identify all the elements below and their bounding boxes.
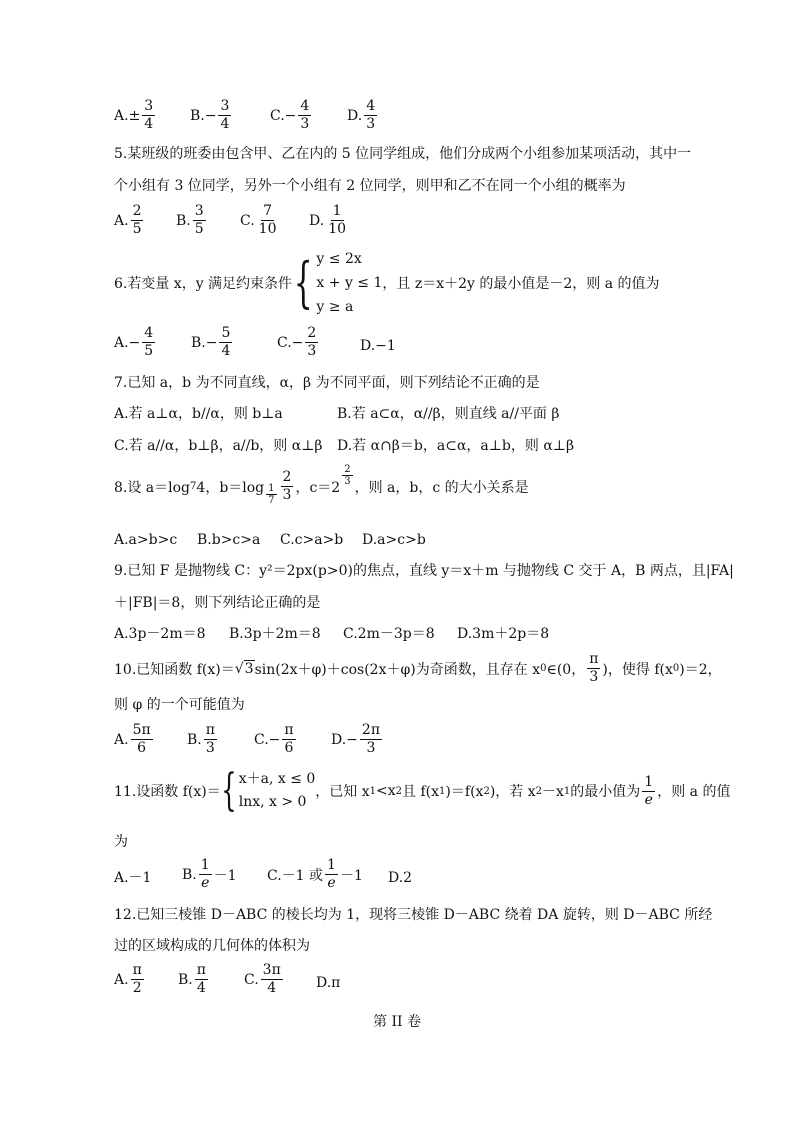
q6-stem: 6.若变量 x，y 满足约束条件 { y ≤ 2x x + y ≤ 1 y ≥ a ，且 z＝x＋2y 的最小值是－2，则 a 的值为 <box>114 247 660 319</box>
section-title: 第 II 卷 <box>373 1014 421 1030</box>
q9-stem-line2: ＋|FB|＝8，则下列结论正确的是 <box>114 595 321 611</box>
q10-option-b: B. $\frac{\pi}{3}$ <box>187 722 215 756</box>
q7-option-b: B.若 a⊂α，α//β，则直线 a//平面 β <box>337 406 560 422</box>
q6-option-b: B.− $\frac{5}{4}$ <box>191 325 231 359</box>
q11-option-c: C.－1 或 $\frac{1}{e}$ －1 <box>267 857 363 891</box>
q9-option-b: B.3p＋2m＝8 <box>229 626 321 642</box>
q9-option-d: D.3m＋2p＝8 <box>457 626 550 642</box>
q5-option-a: A. $\frac{2}{5}$ <box>114 203 142 237</box>
q7-stem: 7.已知 a，b 为不同直线，α，β 为不同平面，则下列结论不正确的是 <box>114 375 540 391</box>
q8-exponent: $\frac{2}{3}$ <box>344 464 351 487</box>
q8-option-b: B.b>c>a <box>197 532 261 548</box>
q10-stem-line1: 10.已知函数 f(x)＝ √3 sin(2x＋φ)＋cos(2x＋φ)为奇函数，且存在 x 0 ∈(0， $\frac{\pi}{3}$ )，使得 f(x 0 )＝2， <box>114 651 722 685</box>
q5-option-b: B. $\frac{3}{5}$ <box>176 203 204 237</box>
q10-option-d: D.− $\frac{2\pi}{3}$ <box>331 722 381 756</box>
q9-option-c: C.2m－3p＝8 <box>343 626 435 642</box>
q8-stem: 8.设 a＝log 7 4，b＝log $\frac{1}{7}$ $\frac{2}{3}$ ，c＝2 $\frac{2}{3}$ ，则 a，b，c 的大小关系是 <box>114 464 529 506</box>
q5-option-d: D. $\frac{1}{10}$ <box>309 203 347 237</box>
q11-stem-line1: 11.设函数 f(x)＝ { x＋a, x ≤ 0 lnx, x > 0 ，已知 x 1 <x 2 且 f(x 1 )＝f(x 2 )，若 x 2 －x 1 的最小值为 $\frac{1}{e}$ ，则 a 的值 <box>114 765 731 816</box>
q12-option-d: D.π <box>316 975 341 991</box>
q8-option-c: C.c>a>b <box>280 532 344 548</box>
q12-stem-line1: 12.已知三棱锥 D－ABC 的棱长均为 1，现将三棱锥 D－ABC 绕着 DA 旋转，则 D－ABC 所经 <box>114 907 713 923</box>
q10-stem-line2: 则 φ 的一个可能值为 <box>114 697 245 713</box>
q6-option-d: D.−1 <box>360 338 396 354</box>
q11-piecewise: { x＋a, x ≤ 0 lnx, x > 0 <box>221 765 316 816</box>
q11-stem-line2: 为 <box>114 834 128 850</box>
q4-option-b: B.− $\frac{3}{4}$ <box>190 98 230 132</box>
q9-option-a: A.3p－2m＝8 <box>114 626 206 642</box>
q11-option-a: A.－1 <box>114 870 152 886</box>
q12-option-c: C. $\frac{3\pi}{4}$ <box>244 962 281 996</box>
q5-stem-line1: 5.某班级的班委由包含甲、乙在内的 5 位同学组成，他们分成两个小组参加某项活动，其中一 <box>114 146 692 162</box>
q7-option-a: A.若 a⊥α，b//α，则 b⊥a <box>114 406 283 422</box>
q11-option-d: D.2 <box>388 870 413 886</box>
q4-option-c: C.− $\frac{4}{3}$ <box>270 98 310 132</box>
q4-option-a: A. ± $\frac{3}{4}$ <box>114 98 154 132</box>
q8-log-base: $\frac{1}{7}$ <box>268 483 275 506</box>
q5-stem-line2: 个小组有 3 位同学，另外一个小组有 2 位同学，则甲和乙不在同一个小组的概率为 <box>114 178 626 194</box>
q10-option-c: C.− $\frac{\pi}{6}$ <box>254 722 294 756</box>
q11-option-b: B. $\frac{1}{e}$ －1 <box>182 857 237 891</box>
q7-option-d: D.若 α∩β＝b，a⊂α，a⊥b，则 α⊥β <box>337 438 575 454</box>
q6-constraint-system: { y ≤ 2x x + y ≤ 1 y ≥ a <box>293 251 383 315</box>
q6-option-c: C.− $\frac{2}{3}$ <box>277 325 317 359</box>
q4-option-d: D. $\frac{4}{3}$ <box>347 98 376 132</box>
q12-option-a: A. $\frac{\pi}{2}$ <box>114 962 142 996</box>
q12-option-b: B. $\frac{\pi}{4}$ <box>178 962 206 996</box>
q9-stem-line1: 9.已知 F 是抛物线 C：y²＝2px(p>0)的焦点，直线 y＝x＋m 与抛物线 C 交于 A，B 两点，且|FA| <box>114 563 734 579</box>
q12-stem-line2: 过的区域构成的几何体的体积为 <box>114 938 310 954</box>
q10-option-a: A. $\frac{5\pi}{6}$ <box>114 722 151 756</box>
q8-option-a: A.a>b>c <box>114 532 178 548</box>
q8-option-d: D.a>c>b <box>362 532 426 548</box>
q5-option-c: C. $\frac{7}{10}$ <box>240 203 277 237</box>
q7-option-c: C.若 a//α，b⊥β，a//b，则 α⊥β <box>114 438 323 454</box>
q6-option-a: A.− $\frac{4}{5}$ <box>114 325 154 359</box>
